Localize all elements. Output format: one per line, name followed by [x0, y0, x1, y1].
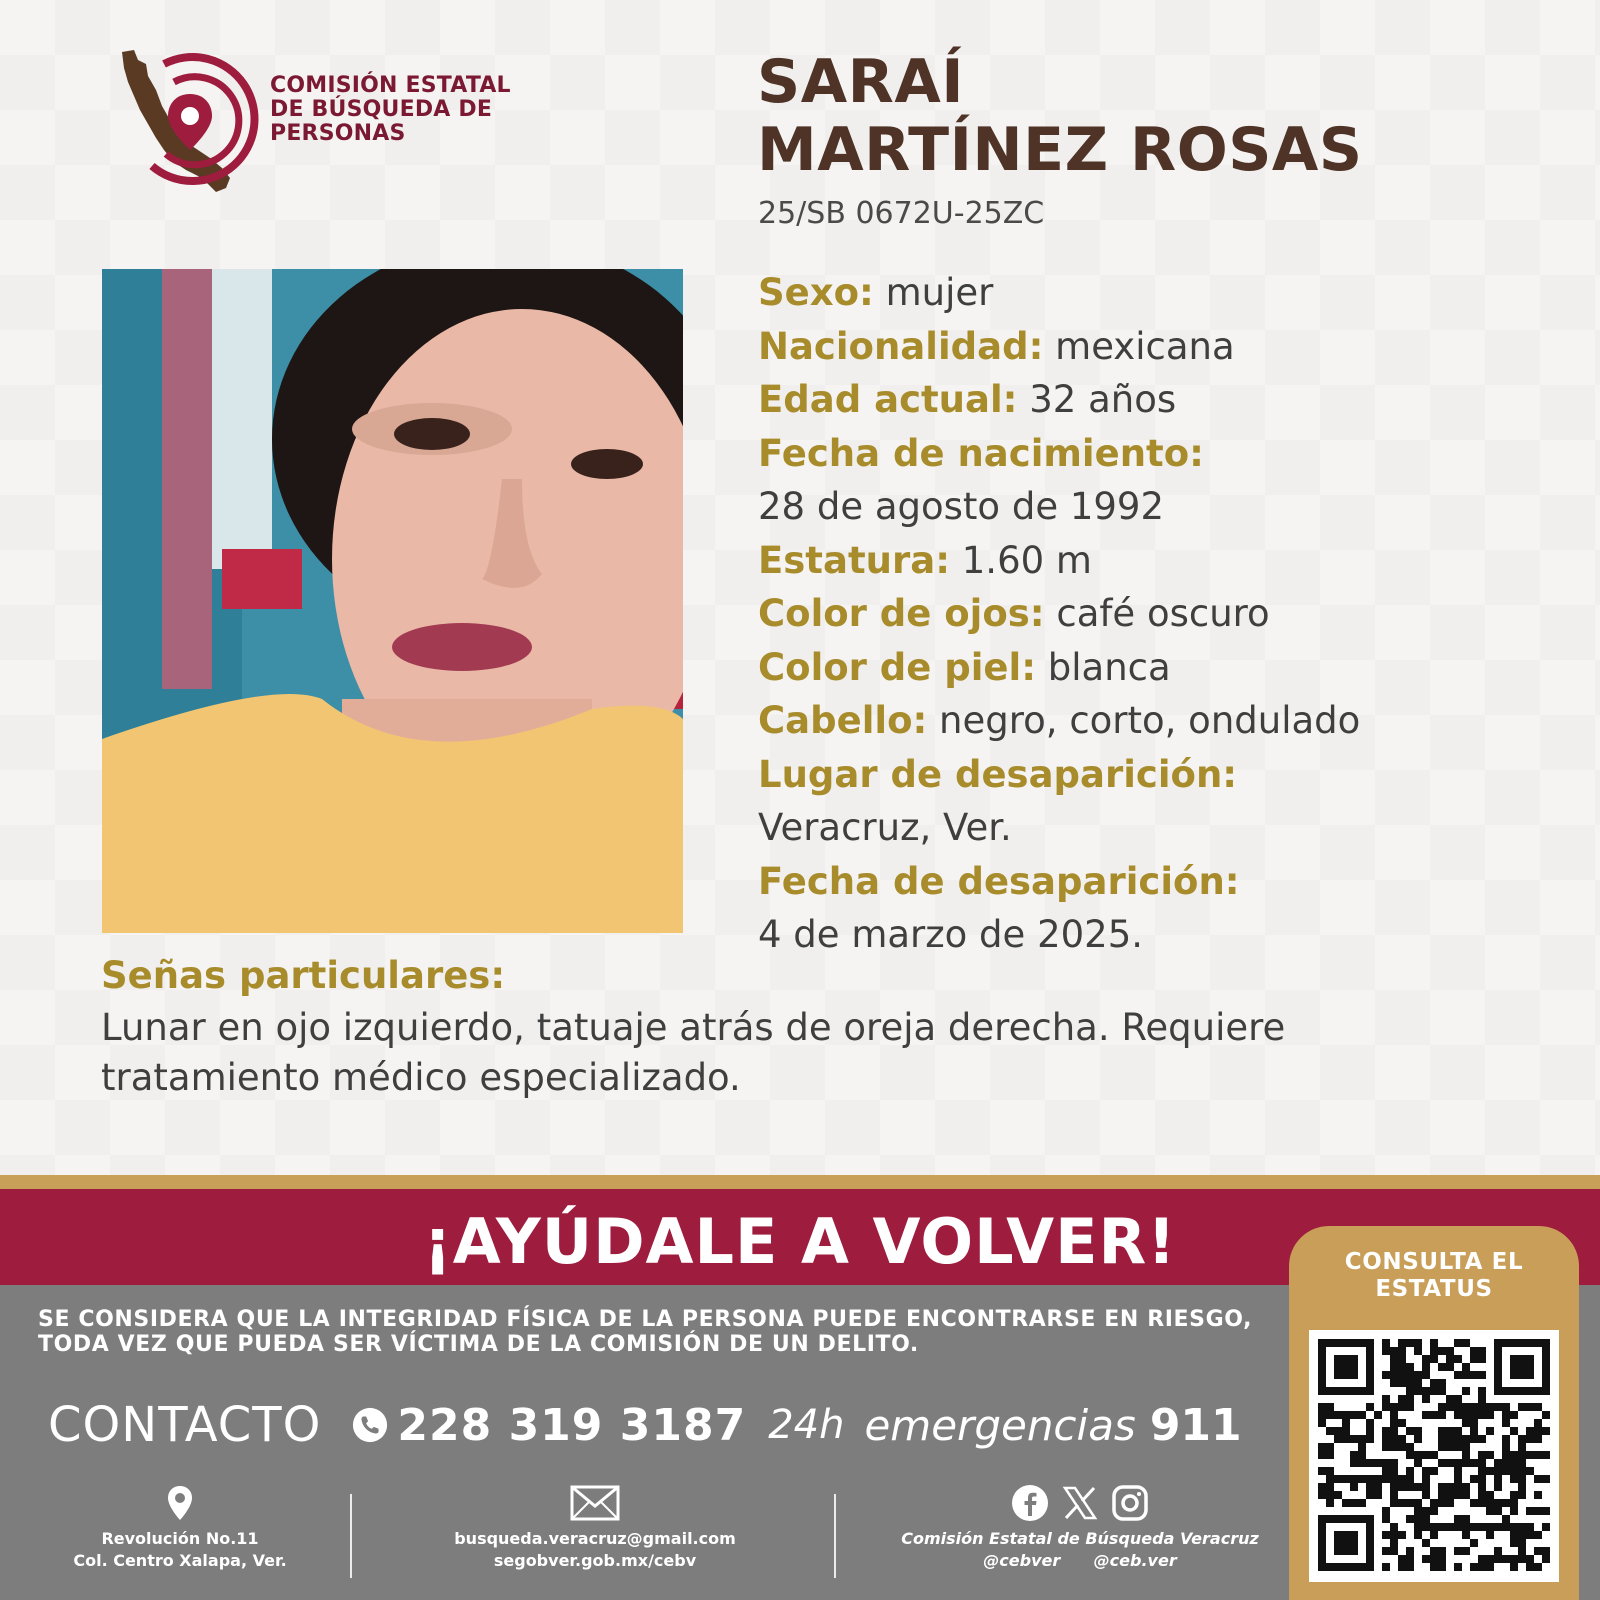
detail-value: blanca	[1036, 645, 1171, 689]
detail-label: Fecha de nacimiento:	[758, 431, 1204, 475]
banner-text: ¡AYÚDALE A VOLVER!	[423, 1205, 1177, 1278]
footer-contact	[430, 1484, 760, 1572]
detail-row	[758, 320, 1578, 374]
gold-divider	[0, 1175, 1600, 1189]
detail-value: Veracruz, Ver.	[758, 806, 1012, 849]
detail-row	[758, 480, 1578, 534]
detail-row	[758, 266, 1578, 320]
detail-value: 32 años	[1017, 378, 1177, 421]
social-handles	[880, 1550, 1280, 1572]
detail-row	[758, 908, 1578, 962]
detail-label: Color de piel:	[758, 645, 1037, 689]
status-title: CONSULTA EL ESTATUS	[1344, 1249, 1524, 1302]
detail-value: 1.60 m	[950, 538, 1092, 582]
detail-value: café oscuro	[1044, 592, 1270, 635]
phone-number[interactable]: 228 319 3187	[397, 1399, 747, 1451]
mail-icon	[570, 1484, 620, 1522]
risk-warning: SE CONSIDERA QUE LA INTEGRIDAD FÍSICA DE LA PERSONA PUEDE ENCONTRARSE EN RIESGO, TODA VEZ QUE PUEDA SER VÍCTIMA DE LA COMISIÓN DE UN DELITO.	[38, 1307, 1253, 1357]
instagram-icon[interactable]	[1111, 1484, 1149, 1522]
detail-label: Cabello:	[758, 699, 928, 742]
detail-value: mexicana	[1043, 324, 1235, 368]
senas-label: Señas particulares:	[101, 954, 506, 997]
detail-label: Estatura:	[758, 538, 950, 582]
person-details	[758, 266, 1578, 962]
detail-label: Color de ojos:	[758, 592, 1045, 635]
detail-row	[758, 855, 1578, 909]
contact-label: CONTACTO	[48, 1397, 322, 1453]
detail-label: Sexo:	[758, 271, 874, 314]
address-line-2: Col. Centro Xalapa, Ver.	[73, 1551, 287, 1570]
emergency-number[interactable]: 911	[1149, 1399, 1242, 1451]
case-id: 25/SB 0672U-25ZC	[758, 196, 1045, 231]
location-pin-icon	[166, 1484, 194, 1522]
detail-label: Lugar de desaparición:	[758, 752, 1238, 796]
detail-value: 4 de marzo de 2025.	[758, 913, 1143, 956]
org-logo	[112, 46, 532, 196]
emergency-label: emergencias	[864, 1400, 1136, 1450]
detail-value: mujer	[873, 271, 994, 314]
detail-row	[758, 801, 1578, 855]
address-line-1: Revolución No.11	[101, 1529, 259, 1548]
person-name	[757, 48, 1363, 184]
veracruz-map-pin-icon	[112, 46, 262, 196]
social-handle-2[interactable]: @ceb.ver	[1093, 1551, 1177, 1570]
facebook-icon[interactable]	[1011, 1484, 1049, 1522]
detail-row	[758, 748, 1578, 802]
footer-address	[60, 1484, 300, 1572]
website-link[interactable]: segobver.gob.mx/cebv	[493, 1551, 697, 1570]
detail-row	[758, 694, 1578, 748]
social-handle-1[interactable]: @cebver	[983, 1551, 1061, 1570]
contact-row	[48, 1390, 1242, 1460]
detail-value: 28 de agosto de 1992	[758, 485, 1165, 528]
footer-divider	[350, 1494, 352, 1578]
footer-social	[880, 1484, 1280, 1572]
qr-code[interactable]	[1309, 1330, 1559, 1582]
detail-label: Edad actual:	[758, 378, 1018, 421]
social-name: Comisión Estatal de Búsqueda Veracruz	[901, 1529, 1259, 1548]
detail-row	[758, 534, 1578, 588]
detail-value: negro, corto, ondulado	[927, 699, 1361, 742]
detail-label: Nacionalidad:	[758, 324, 1044, 368]
detail-label: Fecha de desaparición:	[758, 859, 1240, 903]
detail-row	[758, 427, 1578, 481]
detail-row	[758, 641, 1578, 695]
senas-text: Lunar en ojo izquierdo, tatuaje atrás de oreja derecha. Requiere tratamiento médico especializado.	[101, 1006, 1286, 1099]
email-link[interactable]: busqueda.veracruz@gmail.com	[454, 1529, 736, 1548]
detail-row	[758, 373, 1578, 427]
person-photo	[102, 269, 683, 933]
phone-icon	[351, 1406, 389, 1444]
name-line-2: MARTÍNEZ ROSAS	[757, 115, 1363, 185]
hours-label: 24h	[768, 1402, 845, 1448]
detail-row	[758, 587, 1578, 641]
org-name: COMISIÓN ESTATAL DE BÚSQUEDA DE PERSONAS	[270, 73, 511, 146]
x-icon[interactable]	[1061, 1484, 1099, 1522]
footer-divider	[834, 1494, 836, 1578]
name-line-1: SARAÍ	[757, 47, 965, 117]
